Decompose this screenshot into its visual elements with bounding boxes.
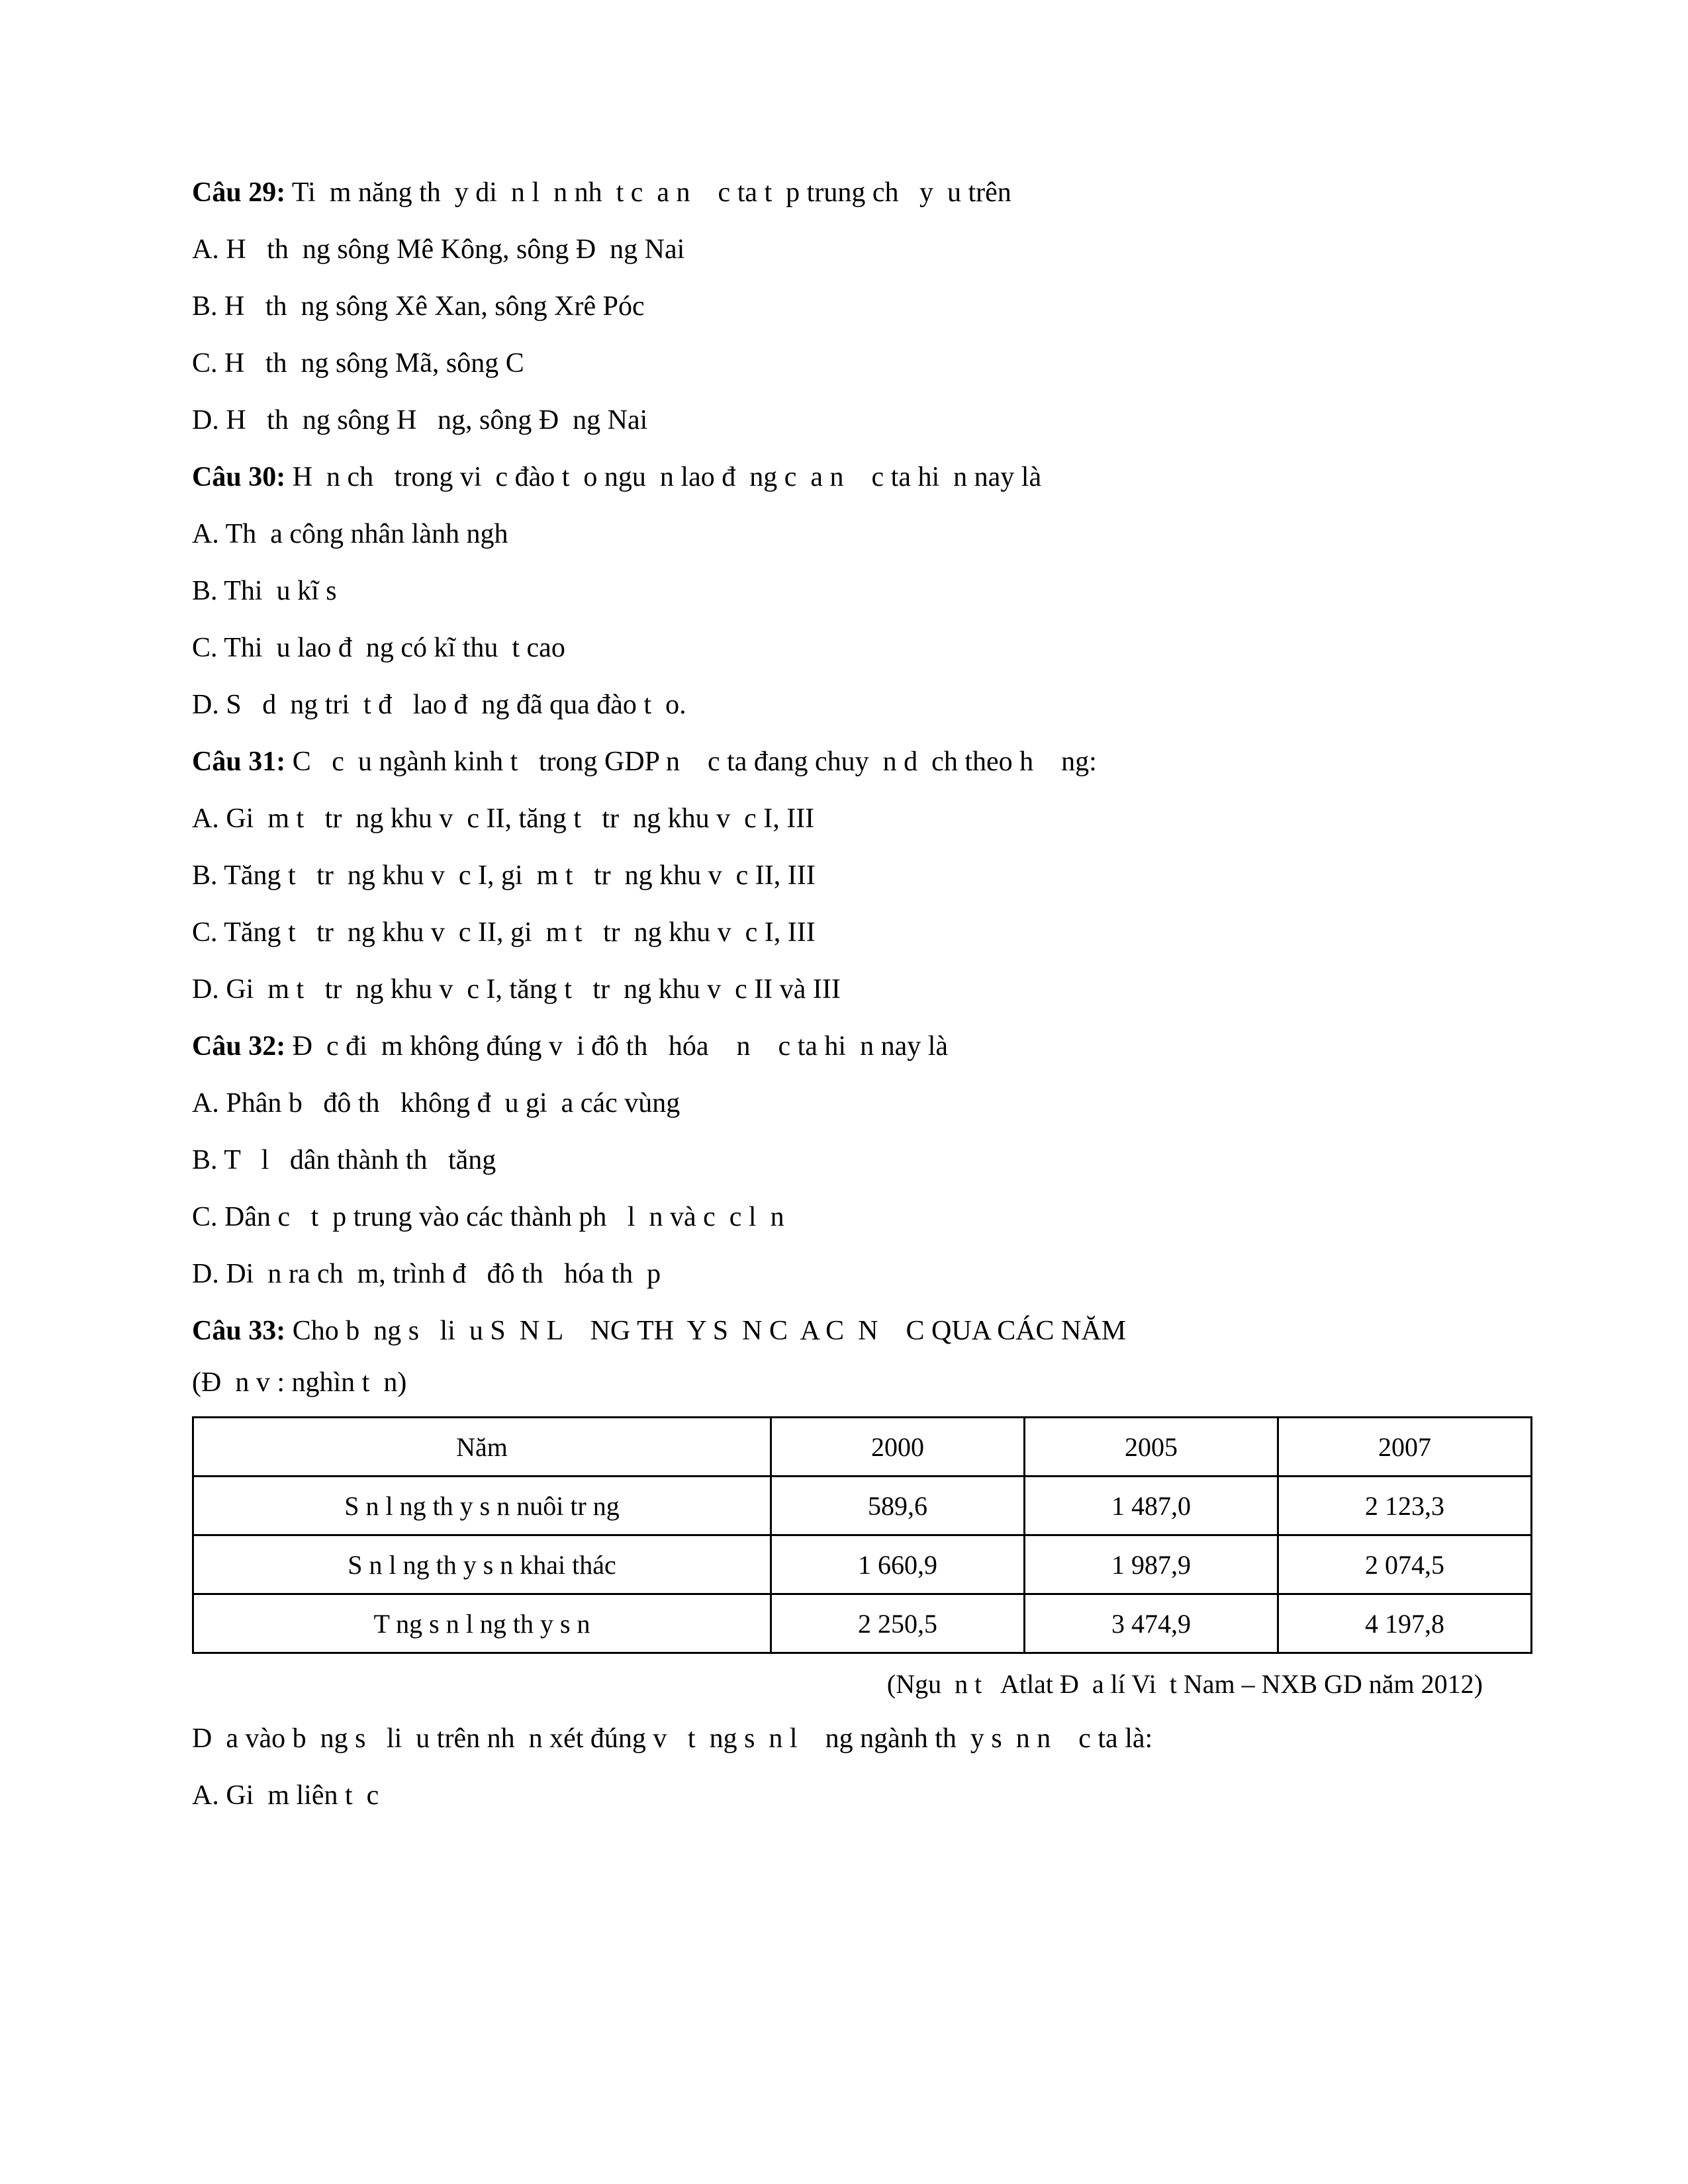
cell-capture-2000: 1 660,9 (771, 1535, 1025, 1594)
question-30-option-c: C. Thi u lao đ ng có kĩ thu t cao (192, 633, 565, 663)
question-33-option-a: A. Gi m liên t c (192, 1780, 379, 1811)
question-33-number: Câu 33: (192, 1316, 286, 1346)
question-33-prompt: D a vào b ng s li u trên nh n xét đúng v t ng s n l ng ngành th y s n n c ta là: (192, 1723, 1153, 1754)
table-header-2007: 2007 (1278, 1418, 1532, 1477)
row-label-capture: S n l ng th y s n khai thác (193, 1535, 771, 1594)
cell-aquaculture-2007: 2 123,3 (1278, 1477, 1532, 1535)
question-32-number: Câu 32: (192, 1031, 286, 1062)
cell-total-2007: 4 197,8 (1278, 1594, 1532, 1653)
table-header-row (193, 1418, 1532, 1477)
table-row (193, 1594, 1532, 1653)
row-label-aquaculture: S n l ng th y s n nuôi tr ng (193, 1477, 771, 1535)
table-header-2005: 2005 (1025, 1418, 1278, 1477)
question-29-option-d: D. H th ng sông H ng, sông Đ ng Nai (192, 405, 648, 435)
cell-aquaculture-2000: 589,6 (771, 1477, 1025, 1535)
table-row (193, 1535, 1532, 1594)
cell-capture-2007: 2 074,5 (1278, 1535, 1532, 1594)
table-source-note: (Ngu n t Atlat Đ a lí Vi t Nam – NXB GD năm 2012) (886, 1669, 1483, 1699)
question-29-option-b: B. H th ng sông Xê Xan, sông Xrê Póc (192, 291, 645, 322)
table-header-year: Năm (193, 1418, 771, 1477)
fishery-production-table (192, 1416, 1532, 1654)
table-header-2000: 2000 (771, 1418, 1025, 1477)
question-30-option-a: A. Th a công nhân lành ngh (192, 519, 508, 549)
question-29-stem (192, 179, 1523, 206)
row-label-total: T ng s n l ng th y s n (193, 1594, 771, 1653)
question-31-number: Câu 31: (192, 747, 286, 777)
question-32-option-d: D. Di n ra ch m, trình đ đô th hóa th p (192, 1259, 661, 1289)
question-30-number: Câu 30: (192, 462, 286, 492)
question-31-option-c: C. Tăng t tr ng khu v c II, gi m t tr ng khu v c I, III (192, 917, 816, 948)
cell-total-2005: 3 474,9 (1025, 1594, 1278, 1653)
question-32-option-c: C. Dân c t p trung vào các thành ph l n và c c l n (192, 1202, 784, 1232)
question-33-stem (192, 1317, 1523, 1345)
question-30-option-b: B. Thi u kĩ s (192, 576, 337, 606)
question-32-option-a: A. Phân b đô th không đ u gi a các vùng (192, 1088, 680, 1118)
question-31-text: C c u ngành kinh t trong GDP n c ta đang chuy n d ch theo h ng: (285, 747, 1097, 777)
question-32-option-b: B. T l dân thành th tăng (192, 1145, 496, 1175)
question-31-stem (192, 748, 1523, 776)
question-29-option-a: A. H th ng sông Mê Kông, sông Đ ng Nai (192, 234, 685, 265)
question-29-number: Câu 29: (192, 177, 286, 208)
question-29-text: Ti m năng th y di n l n nh t c a n c ta t p trung ch y u trên (285, 177, 1011, 208)
question-33-text: Cho b ng s li u S N L NG TH Y S N C A C N C QUA CÁC NĂM (285, 1316, 1127, 1346)
question-29-option-c: C. H th ng sông Mã, sông C (192, 348, 524, 379)
question-30-option-d: D. S d ng tri t đ lao đ ng đã qua đào t o. (192, 690, 686, 720)
cell-capture-2005: 1 987,9 (1025, 1535, 1278, 1594)
question-31-option-b: B. Tăng t tr ng khu v c I, gi m t tr ng khu v c II, III (192, 860, 816, 891)
question-30-stem (192, 463, 1523, 491)
table-unit-note: (Đ n v : nghìn t n) (192, 1367, 407, 1398)
question-31-option-a: A. Gi m t tr ng khu v c II, tăng t tr ng khu v c I, III (192, 803, 815, 834)
question-31-option-d: D. Gi m t tr ng khu v c I, tăng t tr ng khu v c II và III (192, 974, 841, 1005)
question-32-text: Đ c đi m không đúng v i đô th hóa n c ta hi n nay là (285, 1031, 949, 1062)
cell-total-2000: 2 250,5 (771, 1594, 1025, 1653)
cell-aquaculture-2005: 1 487,0 (1025, 1477, 1278, 1535)
question-30-text: H n ch trong vi c đào t o ngu n lao đ ng c a n c ta hi n nay là (285, 462, 1042, 492)
question-32-stem (192, 1032, 1523, 1060)
table-row (193, 1477, 1532, 1535)
